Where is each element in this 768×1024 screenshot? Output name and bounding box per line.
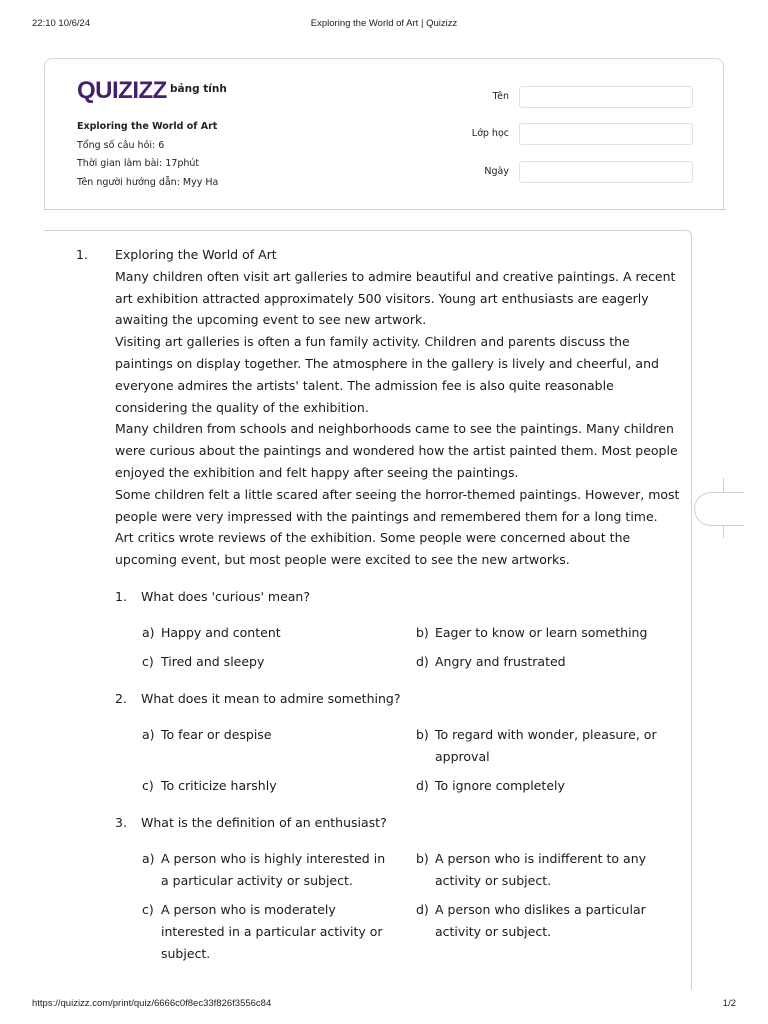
option-3b[interactable] bbox=[416, 848, 666, 892]
quiz-meta bbox=[77, 118, 218, 192]
class-label: Lớp học bbox=[471, 128, 509, 139]
print-title: Exploring the World of Art | Quizizz bbox=[310, 18, 458, 29]
option-label: b) bbox=[416, 851, 429, 866]
option-2b[interactable] bbox=[416, 724, 666, 768]
date-label: Ngày bbox=[484, 166, 509, 177]
option-label: a) bbox=[142, 851, 155, 866]
option-1a[interactable] bbox=[142, 622, 392, 644]
option-label: d) bbox=[416, 902, 429, 917]
question-number: 1. bbox=[76, 247, 88, 262]
subquestion-text: What is the definition of an enthusiast? bbox=[141, 815, 387, 830]
option-3c[interactable] bbox=[142, 899, 392, 964]
option-text: To regard with wonder, pleasure, or approval bbox=[435, 727, 657, 764]
date-field[interactable] bbox=[519, 161, 693, 183]
option-label: d) bbox=[416, 778, 429, 793]
option-1b[interactable] bbox=[416, 622, 666, 644]
option-label: d) bbox=[416, 654, 429, 669]
passage-paragraph: Art critics wrote reviews of the exhibition. Some people were concerned about the upcoming event, but most people were excited to see the new artworks. bbox=[115, 530, 631, 568]
passage-paragraph: Many children often visit art galleries to admire beautiful and creative paintings. A recent art exhibition attracted approximately 500 visitors. Young art enthusiasts are eagerly awaiting the upcoming event to see new artwork. bbox=[115, 268, 676, 328]
subquestion-number: 3. bbox=[115, 815, 127, 830]
option-text: To criticize harshly bbox=[161, 778, 277, 793]
option-label: a) bbox=[142, 625, 155, 640]
subquestion-3 bbox=[115, 812, 387, 834]
print-datetime: 22:10 10/6/24 bbox=[32, 18, 91, 29]
passage-paragraph: Some children felt a little scared after seeing the horror-themed paintings. However, most people were very impressed with the paintings and remembered them for a long time. bbox=[115, 486, 680, 524]
subquestion-2 bbox=[115, 688, 400, 710]
header-divider bbox=[44, 209, 726, 210]
option-text: Tired and sleepy bbox=[161, 654, 265, 669]
subquestion-1 bbox=[115, 586, 310, 608]
option-text: Eager to know or learn something bbox=[435, 625, 648, 640]
option-text: To fear or despise bbox=[161, 727, 272, 742]
name-field[interactable] bbox=[519, 86, 693, 108]
instructor-name: Tên người hướng dẫn: Myy Ha bbox=[77, 176, 219, 188]
class-field[interactable] bbox=[519, 123, 693, 145]
passage-paragraph: Visiting art galleries is often a fun family activity. Children and parents discuss the paintings on display together. The atmosphere in the gallery is lively and cheerful, and everyone admires the artists' talent. The admission fee is also quite reasonable considering the quality of the exhibition. bbox=[115, 334, 659, 415]
option-2c[interactable] bbox=[142, 775, 392, 797]
print-footer bbox=[0, 996, 768, 1012]
option-3a[interactable] bbox=[142, 848, 392, 892]
option-text: A person who is indifferent to any activity or subject. bbox=[435, 851, 647, 888]
option-text: A person who dislikes a particular activity or subject. bbox=[435, 902, 646, 939]
option-text: Angry and frustrated bbox=[435, 654, 566, 669]
option-1d[interactable] bbox=[416, 651, 666, 673]
quiz-title: Exploring the World of Art bbox=[77, 121, 218, 132]
option-label: c) bbox=[142, 902, 154, 917]
print-header bbox=[0, 14, 768, 30]
subquestion-number: 1. bbox=[115, 589, 127, 604]
option-1c[interactable] bbox=[142, 651, 392, 673]
passage-title: Exploring the World of Art bbox=[115, 247, 277, 262]
option-text: To ignore completely bbox=[435, 778, 565, 793]
option-3d[interactable] bbox=[416, 899, 666, 943]
option-text: A person who is moderately interested in a particular activity or subject. bbox=[161, 902, 383, 961]
reading-passage bbox=[115, 244, 687, 571]
option-text: A person who is highly interested in a particular activity or subject. bbox=[161, 851, 386, 888]
print-url: https://quizizz.com/print/quiz/6666c0f8ec33f826f3556c84 bbox=[32, 998, 272, 1009]
time-limit: Thời gian làm bài: 17phút bbox=[77, 158, 200, 169]
subquestion-number: 2. bbox=[115, 691, 127, 706]
side-handle[interactable] bbox=[694, 492, 744, 526]
option-label: c) bbox=[142, 654, 154, 669]
option-2a[interactable] bbox=[142, 724, 392, 746]
total-questions: Tổng số câu hỏi: 6 bbox=[77, 139, 165, 151]
option-text: Happy and content bbox=[161, 625, 281, 640]
option-label: a) bbox=[142, 727, 155, 742]
option-label: c) bbox=[142, 778, 154, 793]
option-label: b) bbox=[416, 727, 429, 742]
option-label: b) bbox=[416, 625, 429, 640]
worksheet-header bbox=[44, 58, 724, 210]
subquestion-text: What does 'curious' mean? bbox=[141, 589, 310, 604]
name-label: Tên bbox=[492, 91, 509, 102]
worksheet-label: bảng tính bbox=[170, 83, 227, 95]
page-number: 1/2 bbox=[722, 998, 736, 1009]
quizizz-logo: QUIZIZZ bbox=[77, 77, 167, 104]
option-2d[interactable] bbox=[416, 775, 666, 797]
passage-paragraph: Many children from schools and neighborhoods came to see the paintings. Many children were curious about the paintings and wondered how the artist painted them. Most people enjoyed the exhibition and felt happy after seeing the paintings. bbox=[115, 421, 678, 480]
subquestion-text: What does it mean to admire something? bbox=[141, 691, 401, 706]
